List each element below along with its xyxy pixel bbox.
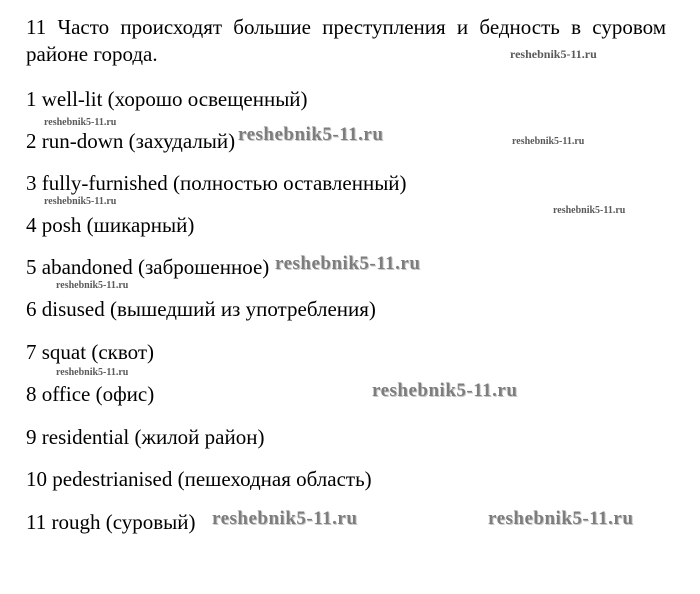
watermark: reshebnik5-11.ru: [512, 136, 585, 147]
answer-item: 8 office (офис): [26, 382, 155, 406]
answer-item: 3 fully-furnished (полностью оставленный): [26, 171, 407, 195]
watermark: reshebnik5-11.ru: [553, 205, 626, 216]
answer-item: 10 pedestrianised (пешеходная область): [26, 467, 372, 491]
watermark: reshebnik5-11.ru: [275, 253, 421, 274]
answer-item: 4 posh (шикарный): [26, 213, 195, 237]
watermark: reshebnik5-11.ru: [488, 508, 634, 529]
watermark: reshebnik5-11.ru: [44, 117, 117, 128]
watermark: reshebnik5-11.ru: [212, 508, 358, 529]
answer-item: 7 squat (сквот): [26, 340, 155, 364]
answer-item: 5 abandoned (заброшенное): [26, 255, 270, 279]
watermark: reshebnik5-11.ru: [372, 380, 518, 401]
watermark: reshebnik5-11.ru: [238, 124, 384, 145]
watermark: reshebnik5-11.ru: [510, 47, 597, 61]
watermark: reshebnik5-11.ru: [56, 280, 129, 291]
answer-item: 1 well-lit (хорошо освещенный): [26, 87, 308, 111]
watermark: reshebnik5-11.ru: [44, 196, 117, 207]
watermark: reshebnik5-11.ru: [56, 367, 129, 378]
answer-item: 6 disused (вышедший из употребления): [26, 297, 376, 321]
answer-item: 9 residential (жилой район): [26, 425, 265, 449]
answer-item: 2 run-down (захудалый): [26, 129, 236, 153]
exercise-intro: 11 Часто происходят большие преступления и бедность в суровом районе города.: [26, 15, 666, 66]
answer-item: 11 rough (суровый): [26, 510, 196, 534]
